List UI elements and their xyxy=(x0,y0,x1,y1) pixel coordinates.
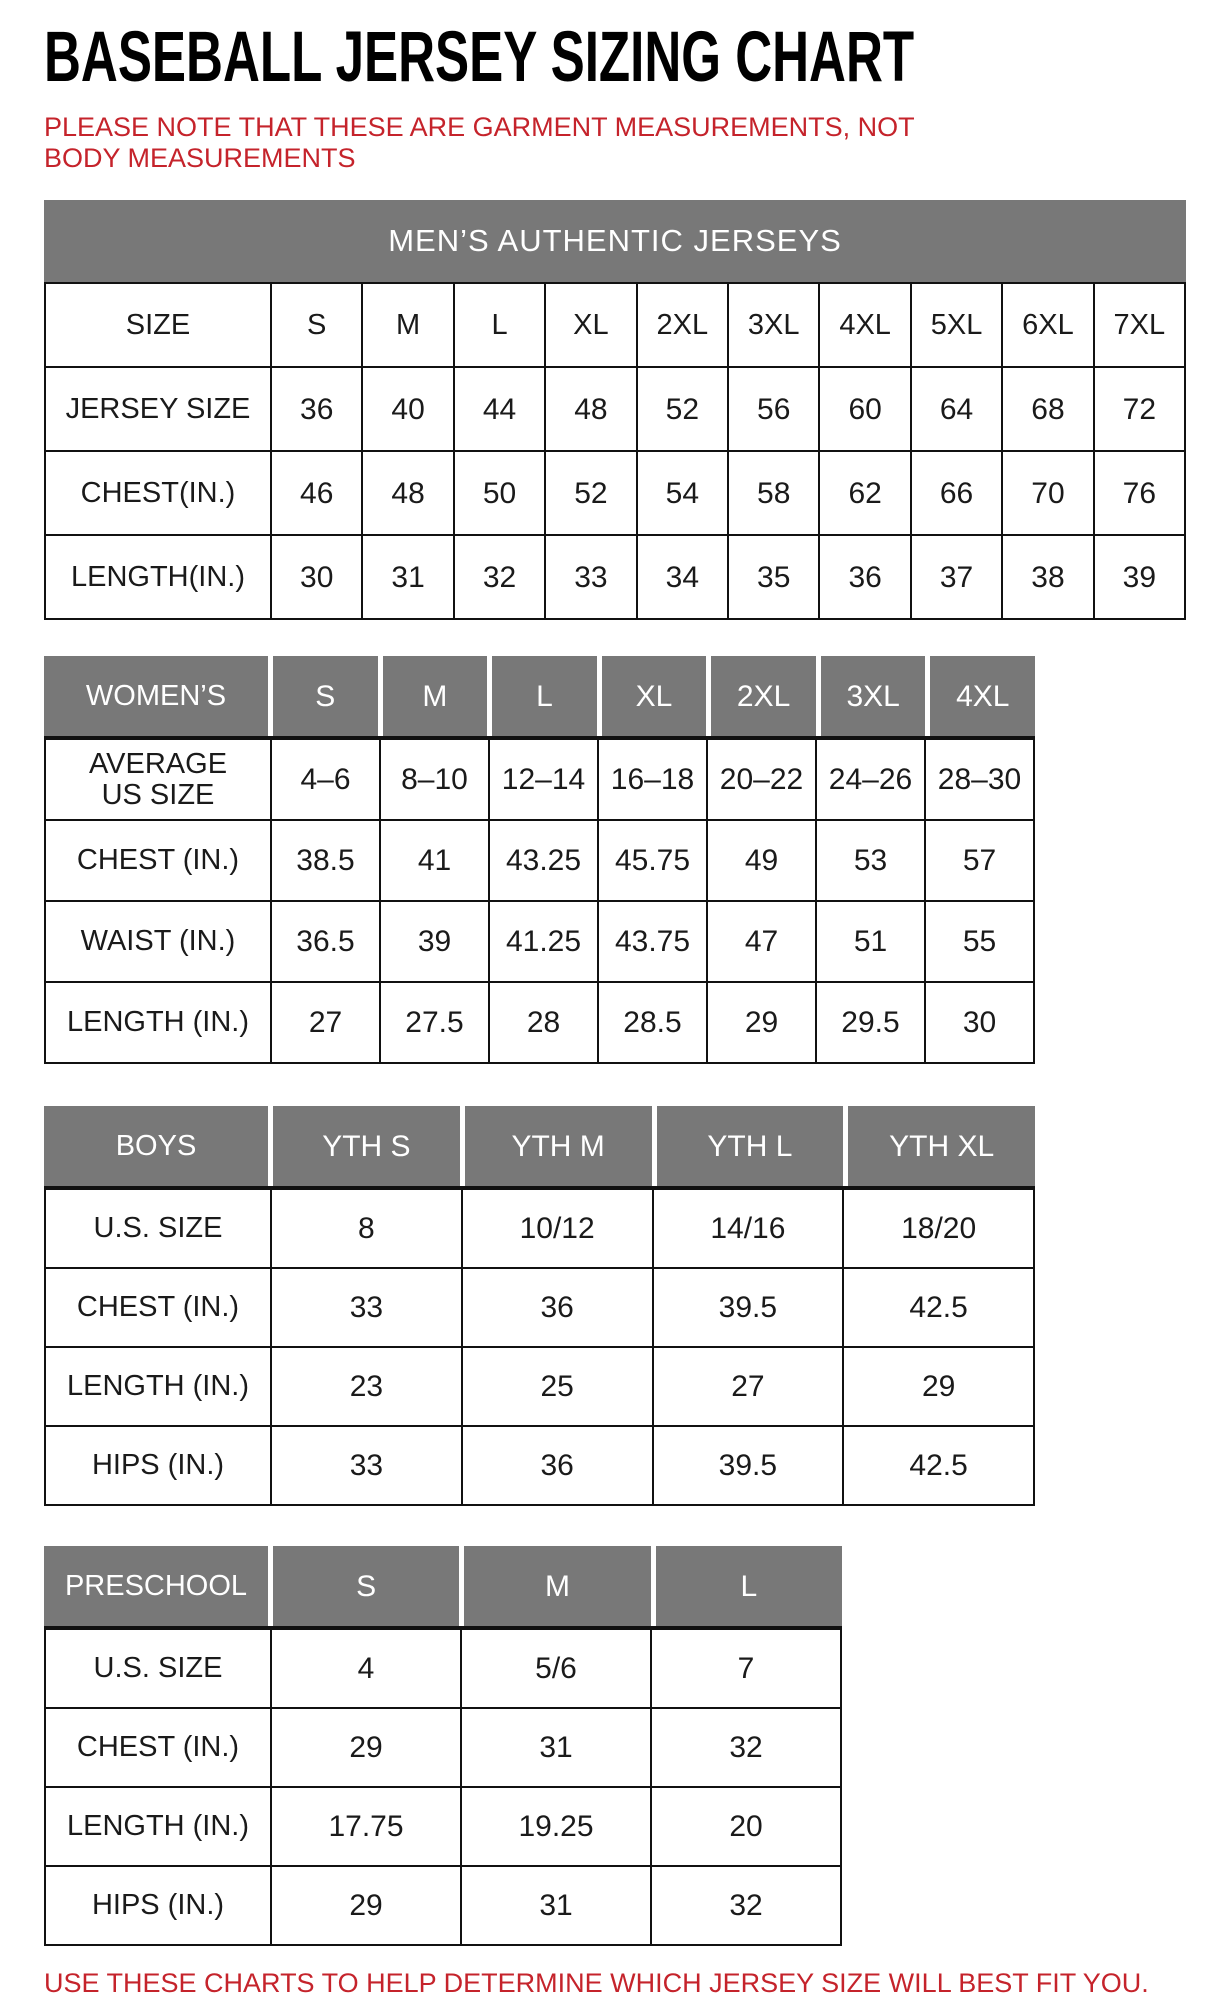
mens-value-cell: 33 xyxy=(544,536,635,618)
mens-column-header: M xyxy=(361,284,452,366)
preschool-column-header: M xyxy=(459,1546,650,1626)
boys-row-label: CHEST (IN.) xyxy=(46,1269,270,1346)
preschool-table-row xyxy=(46,1630,840,1707)
boys-value-cell: 39.5 xyxy=(652,1269,843,1346)
boys-table-row xyxy=(46,1267,1033,1346)
womens-value-cell: 20–22 xyxy=(706,740,815,819)
boys-header-label: BOYS xyxy=(44,1106,268,1186)
mens-value-cell: 48 xyxy=(544,368,635,450)
womens-value-cell: 41.25 xyxy=(488,902,597,981)
boys-value-cell: 25 xyxy=(461,1348,652,1425)
womens-value-cell: 57 xyxy=(924,821,1033,900)
preschool-header-label: PRESCHOOL xyxy=(44,1546,268,1626)
womens-column-header-row xyxy=(44,656,1035,736)
boys-value-cell: 39.5 xyxy=(652,1427,843,1504)
mens-table-row xyxy=(46,366,1184,450)
preschool-column-header-row xyxy=(44,1546,842,1626)
preschool-value-cell: 29 xyxy=(270,1867,460,1944)
mens-column-header: 6XL xyxy=(1001,284,1092,366)
mens-value-cell: 34 xyxy=(636,536,727,618)
mens-sizing-table xyxy=(44,200,1186,620)
mens-value-cell: 70 xyxy=(1001,452,1092,534)
preschool-value-cell: 19.25 xyxy=(460,1788,650,1865)
page-title: BASEBALL JERSEY SIZING CHART xyxy=(44,18,915,97)
womens-value-cell: 36.5 xyxy=(270,902,379,981)
womens-table-row xyxy=(46,819,1033,900)
mens-column-header-row xyxy=(46,284,1184,366)
womens-row-label: LENGTH (IN.) xyxy=(46,983,270,1062)
garment-measurements-note: PLEASE NOTE THAT THESE ARE GARMENT MEASUREMENTS, NOT BODY MEASUREMENTS xyxy=(44,112,915,173)
boys-value-cell: 36 xyxy=(461,1269,652,1346)
womens-value-cell: 49 xyxy=(706,821,815,900)
womens-value-cell: 39 xyxy=(379,902,488,981)
womens-value-cell: 28–30 xyxy=(924,740,1033,819)
womens-table-row xyxy=(46,981,1033,1062)
womens-sizing-table xyxy=(44,656,1035,1064)
preschool-table-row xyxy=(46,1865,840,1944)
mens-value-cell: 39 xyxy=(1093,536,1184,618)
womens-column-header: L xyxy=(487,656,597,736)
womens-value-cell: 29.5 xyxy=(815,983,924,1062)
boys-row-label: HIPS (IN.) xyxy=(46,1427,270,1504)
mens-value-cell: 36 xyxy=(270,368,361,450)
boys-value-cell: 33 xyxy=(270,1427,461,1504)
preschool-row-label: U.S. SIZE xyxy=(46,1630,270,1707)
boys-column-header: YTH L xyxy=(652,1106,844,1186)
womens-value-cell: 41 xyxy=(379,821,488,900)
preschool-column-header: S xyxy=(268,1546,459,1626)
womens-value-cell: 47 xyxy=(706,902,815,981)
womens-value-cell: 8–10 xyxy=(379,740,488,819)
mens-value-cell: 38 xyxy=(1001,536,1092,618)
womens-value-cell: 27 xyxy=(270,983,379,1062)
mens-value-cell: 56 xyxy=(727,368,818,450)
mens-value-cell: 54 xyxy=(636,452,727,534)
boys-sizing-table xyxy=(44,1106,1035,1506)
womens-column-header: S xyxy=(268,656,378,736)
womens-row-label: WAIST (IN.) xyxy=(46,902,270,981)
mens-value-cell: 62 xyxy=(818,452,909,534)
preschool-column-header: L xyxy=(651,1546,842,1626)
womens-value-cell: 30 xyxy=(924,983,1033,1062)
boys-table-row xyxy=(46,1190,1033,1267)
mens-row-label: CHEST(IN.) xyxy=(46,452,270,534)
womens-value-cell: 16–18 xyxy=(597,740,706,819)
womens-value-cell: 29 xyxy=(706,983,815,1062)
womens-value-cell: 28 xyxy=(488,983,597,1062)
mens-value-cell: 30 xyxy=(270,536,361,618)
preschool-row-label: LENGTH (IN.) xyxy=(46,1788,270,1865)
preschool-value-cell: 31 xyxy=(460,1709,650,1786)
preschool-value-cell: 32 xyxy=(650,1709,840,1786)
womens-table-row xyxy=(46,900,1033,981)
boys-table-row xyxy=(46,1425,1033,1504)
preschool-table-row xyxy=(46,1707,840,1786)
boys-column-header: YTH XL xyxy=(843,1106,1035,1186)
preschool-value-cell: 32 xyxy=(650,1867,840,1944)
preschool-value-cell: 17.75 xyxy=(270,1788,460,1865)
preschool-value-cell: 20 xyxy=(650,1788,840,1865)
boys-value-cell: 10/12 xyxy=(461,1190,652,1267)
mens-column-header: 7XL xyxy=(1093,284,1184,366)
womens-value-cell: 4–6 xyxy=(270,740,379,819)
boys-value-cell: 8 xyxy=(270,1190,461,1267)
fit-advice-footer: USE THESE CHARTS TO HELP DETERMINE WHICH JERSEY SIZE WILL BEST FIT YOU. xyxy=(44,1968,1149,1998)
womens-value-cell: 53 xyxy=(815,821,924,900)
mens-column-header: XL xyxy=(544,284,635,366)
boys-column-header-row xyxy=(44,1106,1035,1186)
mens-value-cell: 68 xyxy=(1001,368,1092,450)
mens-column-header: 4XL xyxy=(818,284,909,366)
womens-value-cell: 38.5 xyxy=(270,821,379,900)
womens-value-cell: 51 xyxy=(815,902,924,981)
mens-value-cell: 64 xyxy=(910,368,1001,450)
mens-value-cell: 76 xyxy=(1093,452,1184,534)
preschool-value-cell: 7 xyxy=(650,1630,840,1707)
mens-value-cell: 31 xyxy=(361,536,452,618)
womens-value-cell: 27.5 xyxy=(379,983,488,1062)
preschool-table-row xyxy=(46,1786,840,1865)
mens-value-cell: 36 xyxy=(818,536,909,618)
womens-column-header: 3XL xyxy=(816,656,926,736)
womens-value-cell: 43.25 xyxy=(488,821,597,900)
womens-header-label: WOMEN’S xyxy=(44,656,268,736)
mens-value-cell: 72 xyxy=(1093,368,1184,450)
boys-value-cell: 33 xyxy=(270,1269,461,1346)
mens-value-cell: 58 xyxy=(727,452,818,534)
mens-column-header: 3XL xyxy=(727,284,818,366)
womens-value-cell: 12–14 xyxy=(488,740,597,819)
womens-value-cell: 24–26 xyxy=(815,740,924,819)
boys-value-cell: 27 xyxy=(652,1348,843,1425)
mens-row-label: LENGTH(IN.) xyxy=(46,536,270,618)
mens-column-header: 5XL xyxy=(910,284,1001,366)
mens-value-cell: 40 xyxy=(361,368,452,450)
boys-row-label: U.S. SIZE xyxy=(46,1190,270,1267)
mens-row-label: JERSEY SIZE xyxy=(46,368,270,450)
preschool-value-cell: 31 xyxy=(460,1867,650,1944)
boys-value-cell: 42.5 xyxy=(842,1427,1033,1504)
womens-value-cell: 43.75 xyxy=(597,902,706,981)
boys-value-cell: 29 xyxy=(842,1348,1033,1425)
mens-header-label: SIZE xyxy=(46,284,270,366)
preschool-row-label: CHEST (IN.) xyxy=(46,1709,270,1786)
boys-table-row xyxy=(46,1346,1033,1425)
womens-column-header: M xyxy=(378,656,488,736)
womens-column-header: 2XL xyxy=(706,656,816,736)
mens-value-cell: 35 xyxy=(727,536,818,618)
mens-column-header: L xyxy=(453,284,544,366)
boys-value-cell: 23 xyxy=(270,1348,461,1425)
mens-value-cell: 60 xyxy=(818,368,909,450)
boys-row-label: LENGTH (IN.) xyxy=(46,1348,270,1425)
mens-column-header: 2XL xyxy=(636,284,727,366)
mens-column-header: S xyxy=(270,284,361,366)
boys-value-cell: 42.5 xyxy=(842,1269,1033,1346)
womens-column-header: 4XL xyxy=(925,656,1035,736)
mens-value-cell: 66 xyxy=(910,452,1001,534)
boys-value-cell: 18/20 xyxy=(842,1190,1033,1267)
mens-value-cell: 50 xyxy=(453,452,544,534)
mens-value-cell: 48 xyxy=(361,452,452,534)
womens-value-cell: 55 xyxy=(924,902,1033,981)
womens-row-label: AVERAGE US SIZE xyxy=(46,740,270,819)
preschool-row-label: HIPS (IN.) xyxy=(46,1867,270,1944)
womens-column-header: XL xyxy=(597,656,707,736)
boys-value-cell: 36 xyxy=(461,1427,652,1504)
boys-column-header: YTH M xyxy=(460,1106,652,1186)
mens-value-cell: 32 xyxy=(453,536,544,618)
preschool-value-cell: 29 xyxy=(270,1709,460,1786)
preschool-sizing-table xyxy=(44,1546,842,1946)
womens-value-cell: 45.75 xyxy=(597,821,706,900)
preschool-value-cell: 5/6 xyxy=(460,1630,650,1707)
mens-table-banner: MEN’S AUTHENTIC JERSEYS xyxy=(44,200,1186,282)
mens-value-cell: 46 xyxy=(270,452,361,534)
mens-table-row xyxy=(46,450,1184,534)
womens-row-label: CHEST (IN.) xyxy=(46,821,270,900)
mens-value-cell: 52 xyxy=(636,368,727,450)
mens-value-cell: 37 xyxy=(910,536,1001,618)
mens-value-cell: 44 xyxy=(453,368,544,450)
mens-value-cell: 52 xyxy=(544,452,635,534)
boys-value-cell: 14/16 xyxy=(652,1190,843,1267)
boys-column-header: YTH S xyxy=(268,1106,460,1186)
womens-value-cell: 28.5 xyxy=(597,983,706,1062)
preschool-value-cell: 4 xyxy=(270,1630,460,1707)
mens-table-row xyxy=(46,534,1184,618)
womens-table-row xyxy=(46,740,1033,819)
